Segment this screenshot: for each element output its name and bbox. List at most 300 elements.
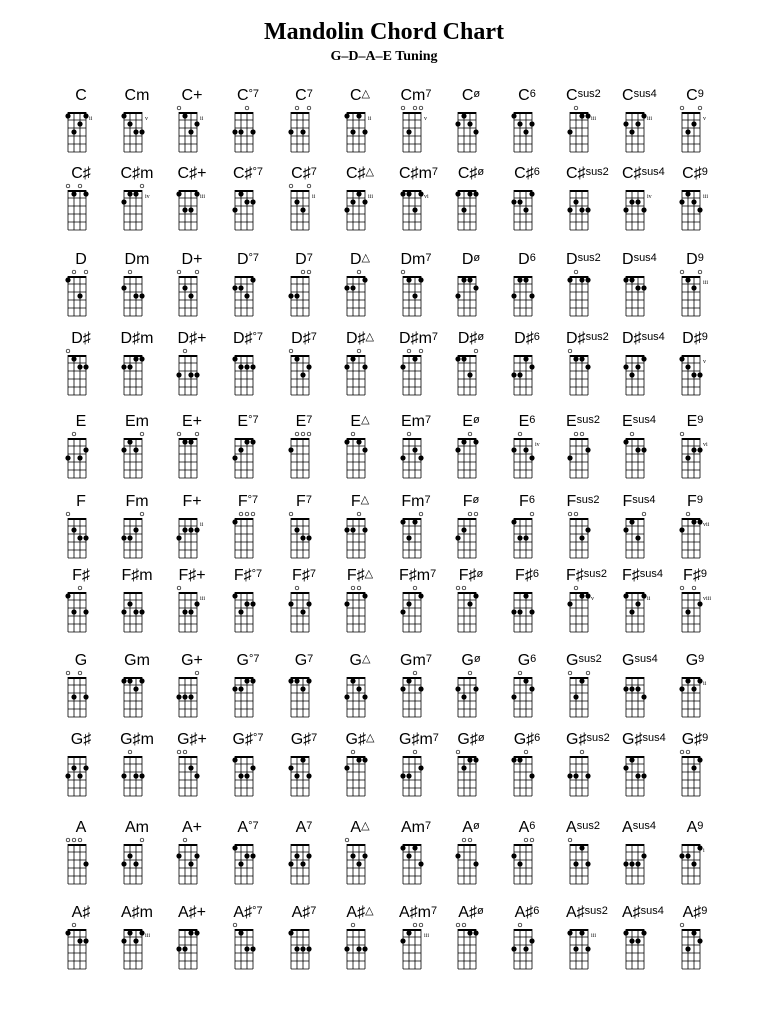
finger-dot xyxy=(194,527,199,532)
chord-superscript: △ xyxy=(361,414,370,426)
chord-name xyxy=(399,492,433,512)
finger-dot xyxy=(523,356,528,361)
chord-superscript: sus2 xyxy=(577,88,601,100)
chord-diagram xyxy=(622,182,666,238)
fretboard-nut xyxy=(570,438,588,440)
fretboard-nut xyxy=(179,844,197,846)
fret-position-label: viii xyxy=(703,596,712,602)
chord-diagram xyxy=(566,584,610,640)
chord-name xyxy=(231,164,265,184)
fretboard-nut xyxy=(626,518,644,520)
chord-superscript: °7 xyxy=(248,820,259,832)
chord-name xyxy=(399,329,439,349)
chord-root: C♯ xyxy=(345,165,366,182)
chord-cell xyxy=(64,903,114,983)
finger-dot xyxy=(623,277,628,282)
chord-diagram xyxy=(287,347,331,403)
chord-name xyxy=(566,164,609,184)
chord-root: D xyxy=(295,251,307,268)
chord-root: F xyxy=(519,493,529,510)
finger-dot xyxy=(579,930,584,935)
open-string-marker xyxy=(413,106,417,110)
chord-diagram xyxy=(566,921,610,977)
fretboard-nut xyxy=(235,518,253,520)
finger-dot xyxy=(127,121,132,126)
chord-root: G♯ xyxy=(232,731,253,748)
chord-diagram xyxy=(678,748,722,804)
finger-dot xyxy=(121,773,126,778)
chord-name xyxy=(175,730,209,750)
finger-dot xyxy=(139,930,144,935)
chord-name xyxy=(678,164,712,184)
fretboard-nut xyxy=(124,929,142,931)
chord-root: C♯ xyxy=(291,165,311,182)
finger-dot xyxy=(697,447,702,452)
open-string-marker xyxy=(456,923,460,927)
finger-dot xyxy=(529,455,534,460)
chord-superscript: sus2 xyxy=(576,494,600,506)
finger-dot xyxy=(585,447,590,452)
chord-cell xyxy=(454,329,504,409)
finger-dot xyxy=(350,853,355,858)
chord-diagram xyxy=(622,748,666,804)
finger-dot xyxy=(697,601,702,606)
finger-dot xyxy=(344,946,349,951)
finger-dot xyxy=(400,364,405,369)
chord-root: E xyxy=(237,413,249,430)
fretboard-nut xyxy=(458,756,476,758)
fret-position-label: ii xyxy=(200,116,204,122)
chord-name xyxy=(678,329,712,349)
finger-dot xyxy=(294,527,299,532)
finger-dot xyxy=(455,535,460,540)
chord-root: E xyxy=(686,413,698,430)
finger-dot xyxy=(529,938,534,943)
chord-superscript: 9 xyxy=(696,494,703,506)
chord-root: C xyxy=(124,87,137,104)
finger-dot xyxy=(294,678,299,683)
chord-quality: m xyxy=(412,87,426,104)
chord-name xyxy=(120,164,154,184)
chord-cell xyxy=(399,566,449,646)
finger-dot xyxy=(232,207,237,212)
chord-name xyxy=(287,903,321,923)
chord-root: D xyxy=(400,251,413,268)
finger-dot xyxy=(121,285,126,290)
finger-dot xyxy=(121,113,126,118)
fretboard-nut xyxy=(291,756,309,758)
chord-root: D xyxy=(566,251,578,268)
finger-dot xyxy=(406,773,411,778)
finger-dot xyxy=(77,455,82,460)
open-string-marker xyxy=(524,750,528,754)
open-string-marker xyxy=(357,512,361,516)
chord-name xyxy=(120,566,154,586)
chord-superscript: 7 xyxy=(431,905,438,917)
chord-cell xyxy=(566,566,616,646)
finger-dot xyxy=(127,439,132,444)
chord-diagram xyxy=(175,584,219,640)
finger-dot xyxy=(344,601,349,606)
finger-dot xyxy=(635,121,640,126)
open-string-marker xyxy=(580,432,584,436)
chord-cell xyxy=(510,164,560,244)
chord-diagram xyxy=(231,921,275,977)
finger-dot xyxy=(641,285,646,290)
finger-dot xyxy=(573,861,578,866)
open-string-marker xyxy=(530,512,534,516)
chord-diagram xyxy=(622,510,666,566)
chord-name xyxy=(622,651,656,671)
open-string-marker xyxy=(419,106,423,110)
finger-dot xyxy=(511,447,516,452)
chord-root: F♯ xyxy=(515,567,533,584)
chord-diagram xyxy=(399,104,443,160)
chord-root: A♯ xyxy=(121,904,140,921)
chord-cell xyxy=(175,164,225,244)
chord-cell xyxy=(120,86,170,166)
finger-dot xyxy=(288,447,293,452)
fretboard-nut xyxy=(458,592,476,594)
chord-name xyxy=(622,412,656,432)
chord-quality: + xyxy=(192,413,202,430)
finger-dot xyxy=(194,191,199,196)
chord-root: D♯ xyxy=(177,330,198,347)
finger-dot xyxy=(691,447,696,452)
finger-dot xyxy=(418,455,423,460)
finger-dot xyxy=(567,207,572,212)
open-string-marker xyxy=(301,432,305,436)
chord-name xyxy=(566,412,600,432)
fretboard-nut xyxy=(514,518,532,520)
finger-dot xyxy=(133,447,138,452)
finger-dot xyxy=(188,694,193,699)
fretboard-nut xyxy=(403,112,421,114)
finger-dot xyxy=(344,527,349,532)
chord-superscript: sus4 xyxy=(641,166,665,178)
fretboard-nut xyxy=(514,190,532,192)
chord-superscript: sus4 xyxy=(641,331,665,343)
finger-dot xyxy=(629,129,634,134)
finger-dot xyxy=(461,277,466,282)
finger-dot xyxy=(685,455,690,460)
finger-dot xyxy=(77,535,82,540)
chord-superscript: sus2 xyxy=(585,331,609,343)
finger-dot xyxy=(127,853,132,858)
chord-root: F♯ xyxy=(292,567,310,584)
open-string-marker xyxy=(72,432,76,436)
chord-root: G xyxy=(349,652,362,669)
chord-diagram xyxy=(454,584,498,640)
finger-dot xyxy=(306,678,311,683)
chord-quality: m xyxy=(416,567,431,584)
chord-diagram xyxy=(175,836,219,892)
chord-superscript: 6 xyxy=(529,414,536,426)
finger-dot xyxy=(300,609,305,614)
chord-superscript: 7 xyxy=(424,414,432,426)
finger-dot xyxy=(529,121,534,126)
chord-name xyxy=(287,86,321,106)
finger-dot xyxy=(127,930,132,935)
finger-dot xyxy=(232,455,237,460)
finger-dot xyxy=(400,191,405,196)
chord-root: D xyxy=(236,251,249,268)
fretboard-nut xyxy=(291,844,309,846)
open-string-marker xyxy=(574,586,578,590)
open-string-marker xyxy=(574,512,578,516)
finger-dot xyxy=(306,601,311,606)
finger-dot xyxy=(517,757,522,762)
finger-dot xyxy=(691,519,696,524)
fretboard-nut xyxy=(179,355,197,357)
open-string-marker xyxy=(66,671,70,675)
open-string-marker xyxy=(183,349,187,353)
fretboard-nut xyxy=(570,929,588,931)
chord-diagram xyxy=(399,921,443,977)
finger-dot xyxy=(362,199,367,204)
finger-dot xyxy=(250,946,255,951)
chord-root: E xyxy=(400,413,412,430)
chord-cell xyxy=(64,492,114,572)
fret-position-label: iii xyxy=(703,280,709,286)
chord-superscript: °7 xyxy=(252,905,263,917)
finger-dot xyxy=(250,364,255,369)
finger-dot xyxy=(517,535,522,540)
chord-name xyxy=(678,492,712,512)
finger-dot xyxy=(300,946,305,951)
finger-dot xyxy=(306,364,311,369)
finger-dot xyxy=(300,861,305,866)
chord-superscript: sus2 xyxy=(585,166,609,178)
chord-diagram xyxy=(622,347,666,403)
finger-dot xyxy=(511,113,516,118)
chord-superscript: ø xyxy=(472,494,480,506)
finger-dot xyxy=(473,757,478,762)
finger-dot xyxy=(344,113,349,118)
chord-cell xyxy=(343,651,393,731)
finger-dot xyxy=(176,946,181,951)
fretboard-nut xyxy=(68,276,86,278)
fretboard-nut xyxy=(458,518,476,520)
chord-quality: m xyxy=(136,87,150,104)
open-string-marker xyxy=(72,838,76,842)
chord-root: G♯ xyxy=(457,731,478,748)
finger-dot xyxy=(579,356,584,361)
chord-root: G xyxy=(181,652,194,669)
chord-name xyxy=(231,250,265,270)
chord-diagram xyxy=(454,748,498,804)
finger-dot xyxy=(511,372,516,377)
chord-root: A xyxy=(125,819,136,836)
chord-diagram xyxy=(678,347,722,403)
chord-root: F xyxy=(401,493,412,510)
finger-dot xyxy=(523,447,528,452)
chord-name xyxy=(64,412,98,432)
chord-diagram xyxy=(120,836,164,892)
chord-superscript: °7 xyxy=(251,568,263,580)
chord-name xyxy=(343,566,377,586)
chord-cell xyxy=(510,651,560,731)
finger-dot xyxy=(511,293,516,298)
chord-root: C♯ xyxy=(457,165,478,182)
open-string-marker xyxy=(140,838,144,842)
finger-dot xyxy=(71,356,76,361)
chord-superscript: sus4 xyxy=(632,820,656,832)
chord-superscript: 9 xyxy=(697,820,704,832)
chord-superscript: 7 xyxy=(431,166,439,178)
chord-cell xyxy=(399,651,449,731)
chord-superscript: sus4 xyxy=(640,905,664,917)
chord-name xyxy=(454,164,488,184)
chord-cell xyxy=(175,566,225,646)
finger-dot xyxy=(461,113,466,118)
open-string-marker xyxy=(474,512,478,516)
finger-dot xyxy=(71,191,76,196)
open-string-marker xyxy=(574,432,578,436)
chord-diagram xyxy=(678,921,722,977)
open-string-marker xyxy=(468,671,472,675)
fretboard-nut xyxy=(347,276,365,278)
finger-dot xyxy=(133,527,138,532)
finger-dot xyxy=(511,199,516,204)
chord-name xyxy=(231,86,265,106)
finger-dot xyxy=(288,861,293,866)
finger-dot xyxy=(306,853,311,858)
chord-name xyxy=(287,818,321,838)
chord-diagram xyxy=(120,268,164,324)
chord-cell xyxy=(287,492,337,572)
fretboard-nut xyxy=(458,112,476,114)
finger-dot xyxy=(585,527,590,532)
finger-dot xyxy=(635,535,640,540)
finger-dot xyxy=(133,686,138,691)
open-string-marker xyxy=(586,671,590,675)
finger-dot xyxy=(294,946,299,951)
chord-name xyxy=(399,730,439,750)
chord-diagram xyxy=(454,182,498,238)
fretboard-nut xyxy=(626,756,644,758)
chord-superscript: 7 xyxy=(306,820,313,832)
chord-root: A♯ xyxy=(346,904,366,921)
chord-root: A xyxy=(350,819,362,836)
open-string-marker xyxy=(66,838,70,842)
finger-dot xyxy=(629,519,634,524)
chord-root: C xyxy=(75,87,87,104)
finger-dot xyxy=(362,129,367,134)
chord-diagram xyxy=(566,430,610,486)
chord-cell xyxy=(678,651,728,731)
chord-name xyxy=(175,329,209,349)
chord-diagram xyxy=(120,430,164,486)
finger-dot xyxy=(523,535,528,540)
chord-diagram xyxy=(120,347,164,403)
chord-cell xyxy=(64,164,114,244)
finger-dot xyxy=(362,757,367,762)
finger-dot xyxy=(400,773,405,778)
chord-name xyxy=(64,86,98,106)
chord-root: D xyxy=(622,251,634,268)
finger-dot xyxy=(455,853,460,858)
finger-dot xyxy=(517,861,522,866)
open-string-marker xyxy=(680,586,684,590)
fretboard-nut xyxy=(124,518,142,520)
finger-dot xyxy=(238,364,243,369)
chord-root: C♯ xyxy=(566,165,586,182)
finger-dot xyxy=(641,853,646,858)
finger-dot xyxy=(300,372,305,377)
chord-root: F♯ xyxy=(622,567,640,584)
finger-dot xyxy=(133,861,138,866)
finger-dot xyxy=(635,938,640,943)
chord-name xyxy=(399,903,438,923)
fretboard-nut xyxy=(514,929,532,931)
chord-superscript: 6 xyxy=(529,820,536,832)
chord-superscript: △ xyxy=(365,732,375,744)
open-string-marker xyxy=(289,349,293,353)
finger-dot xyxy=(412,447,417,452)
chord-cell xyxy=(343,412,393,492)
fretboard-nut xyxy=(235,844,253,846)
chord-name xyxy=(287,566,321,586)
chord-diagram xyxy=(287,921,331,977)
open-string-marker xyxy=(307,106,311,110)
chord-superscript: △ xyxy=(360,494,370,506)
chord-diagram xyxy=(399,584,443,640)
finger-dot xyxy=(629,609,634,614)
chord-cell xyxy=(454,86,504,166)
chord-diagram xyxy=(678,268,722,324)
chord-diagram xyxy=(678,836,722,892)
chord-root: E xyxy=(181,413,193,430)
chord-name xyxy=(343,412,377,432)
chord-cell xyxy=(622,329,672,409)
chord-superscript: sus2 xyxy=(578,653,602,665)
chord-superscript: 7 xyxy=(307,653,314,665)
chord-name xyxy=(64,566,98,586)
open-string-marker xyxy=(357,586,361,590)
chord-cell xyxy=(678,250,728,330)
open-string-marker xyxy=(245,106,249,110)
chord-diagram xyxy=(622,669,666,725)
fret-position-label: ii xyxy=(200,522,204,528)
finger-dot xyxy=(461,527,466,532)
finger-dot xyxy=(250,853,255,858)
finger-dot xyxy=(356,113,361,118)
fretboard-nut xyxy=(291,592,309,594)
chord-cell xyxy=(510,86,560,166)
chord-diagram xyxy=(64,347,108,403)
chord-superscript: 7 xyxy=(425,653,432,665)
chord-root: G♯ xyxy=(70,731,92,748)
finger-dot xyxy=(121,364,126,369)
fretboard-nut xyxy=(235,677,253,679)
chord-superscript: °7 xyxy=(248,653,260,665)
open-string-marker xyxy=(568,671,572,675)
fretboard-nut xyxy=(347,190,365,192)
chord-cell xyxy=(510,730,560,810)
finger-dot xyxy=(461,765,466,770)
chord-name xyxy=(64,329,98,349)
chord-diagram xyxy=(175,430,219,486)
chord-diagram xyxy=(287,584,331,640)
chord-superscript: ø xyxy=(476,568,484,580)
finger-dot xyxy=(182,207,187,212)
finger-dot xyxy=(238,861,243,866)
fretboard-nut xyxy=(68,355,86,357)
chord-root: D♯ xyxy=(291,330,311,347)
finger-dot xyxy=(567,129,572,134)
chord-name xyxy=(287,492,321,512)
